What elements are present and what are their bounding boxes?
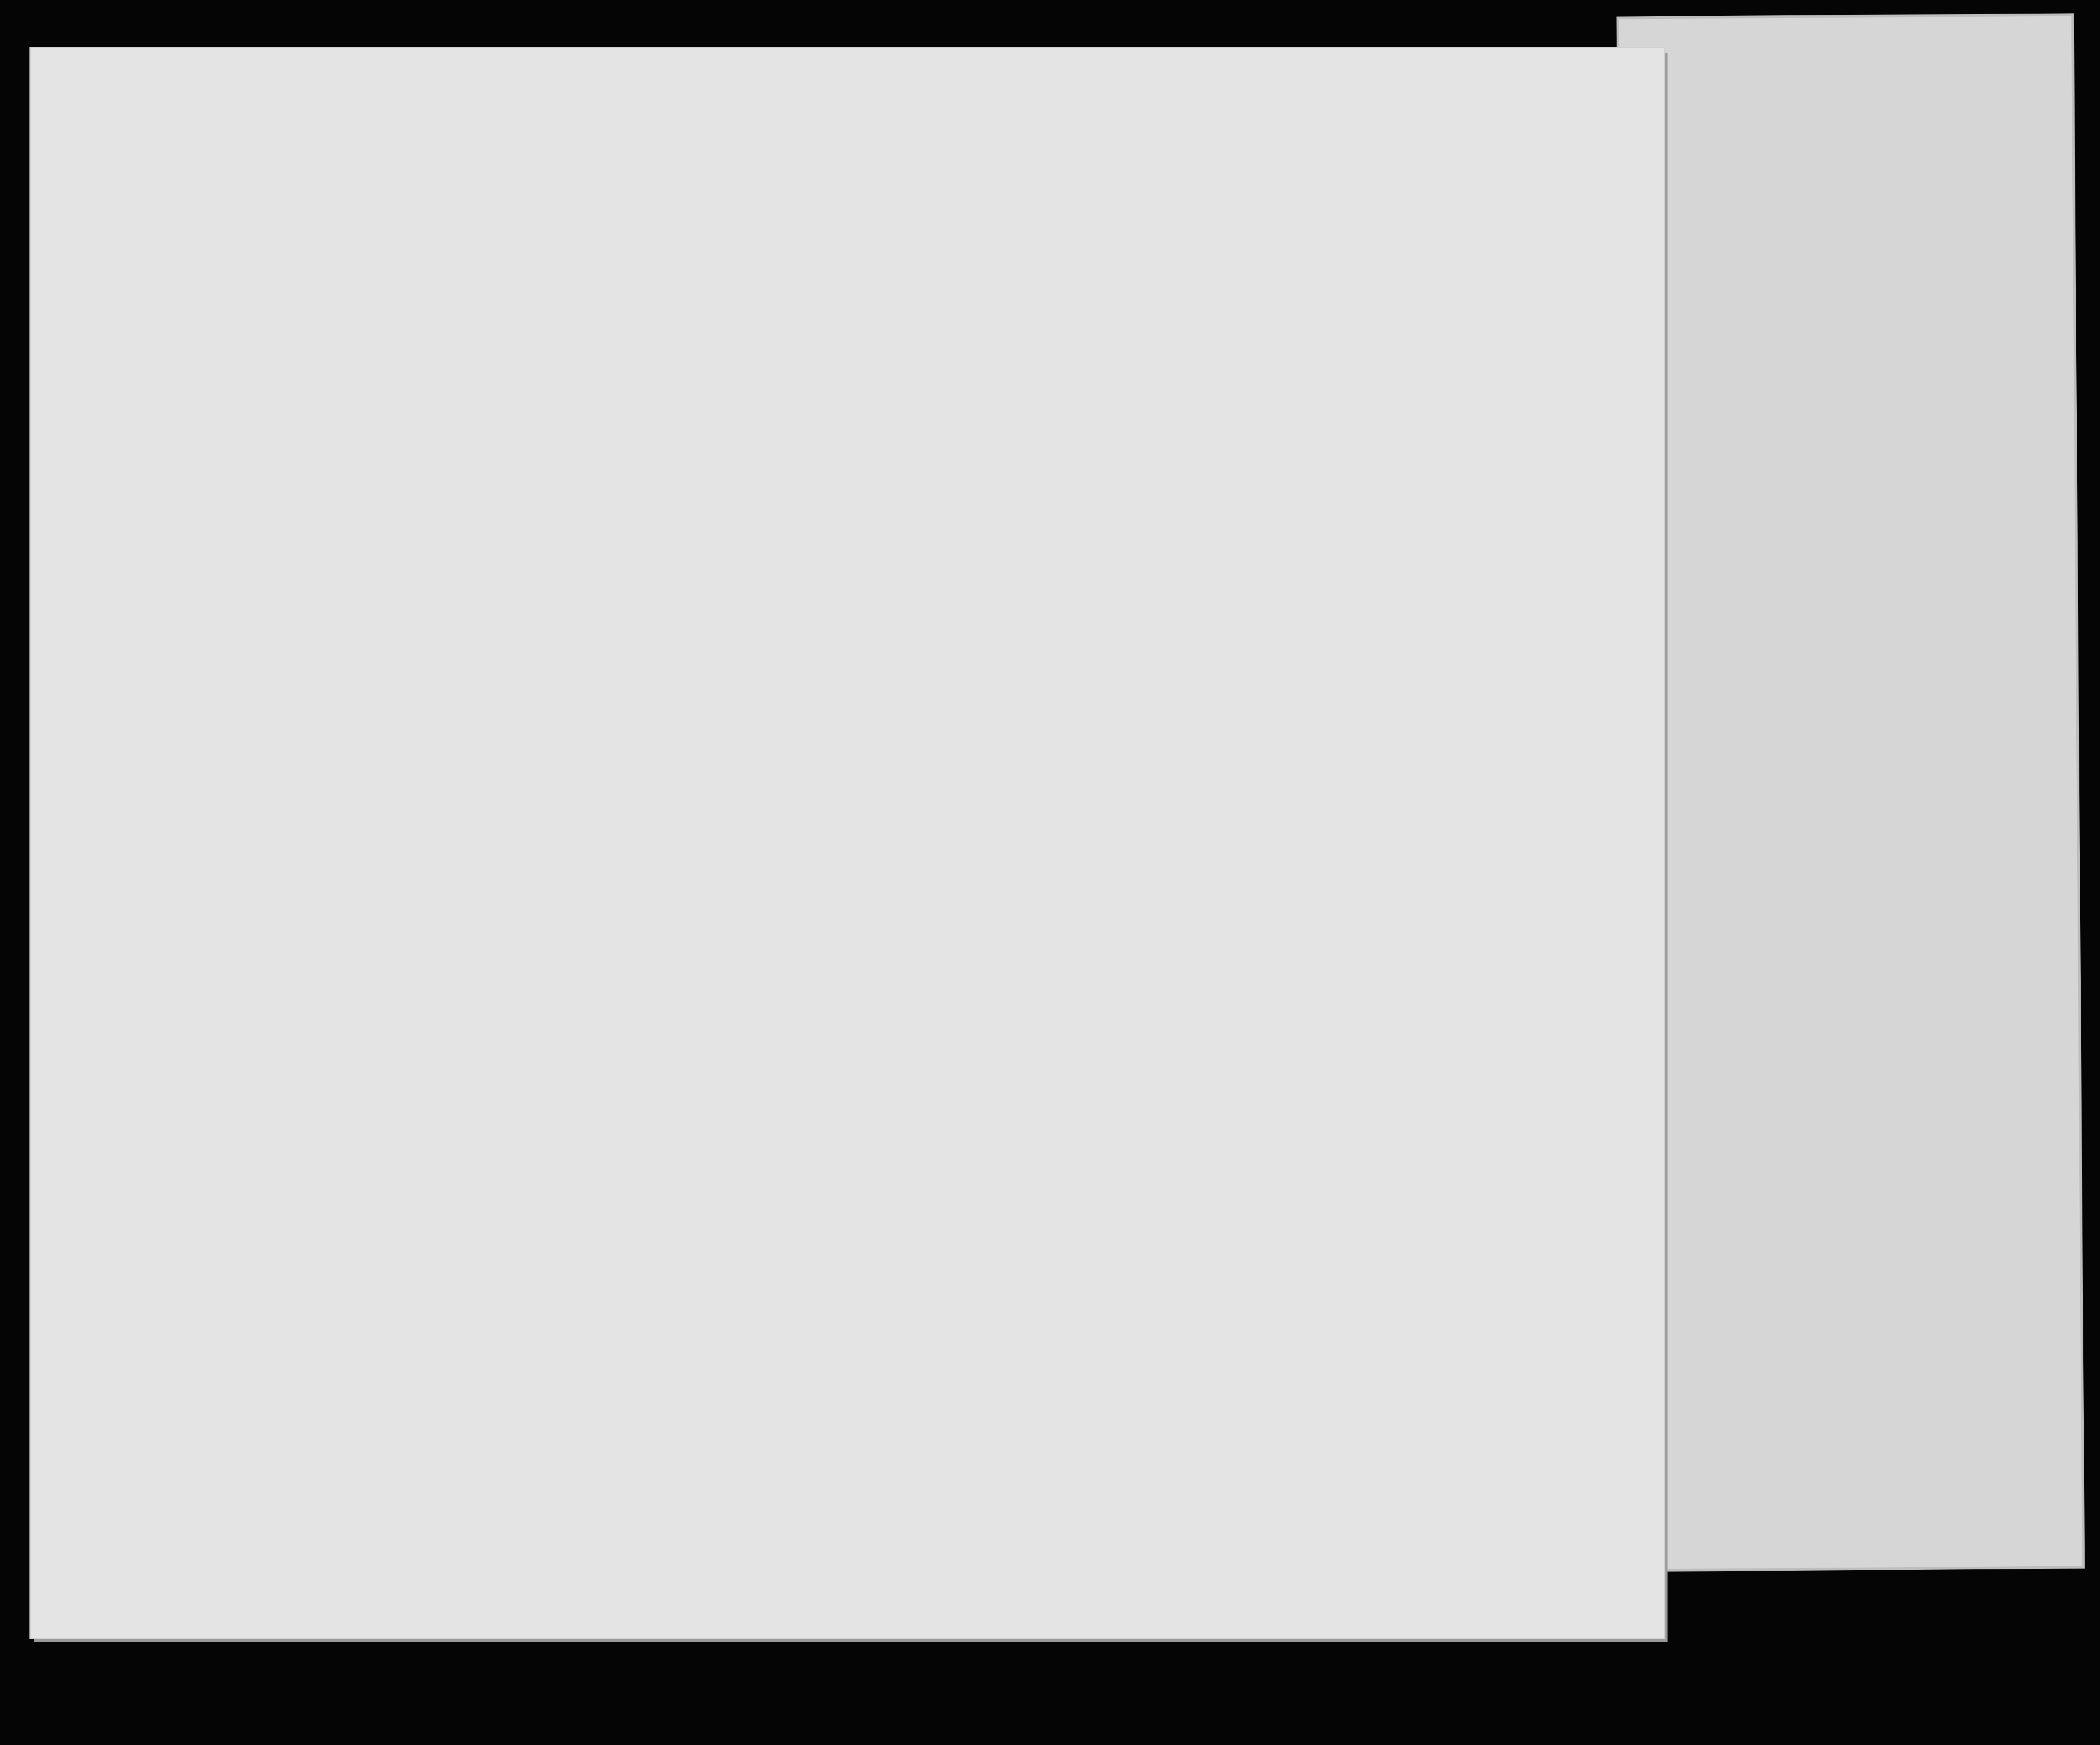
ship-line bbox=[303, 224, 547, 254]
manifest-sheet bbox=[31, 48, 1664, 1638]
adjacent-sheet bbox=[1619, 16, 2082, 1569]
